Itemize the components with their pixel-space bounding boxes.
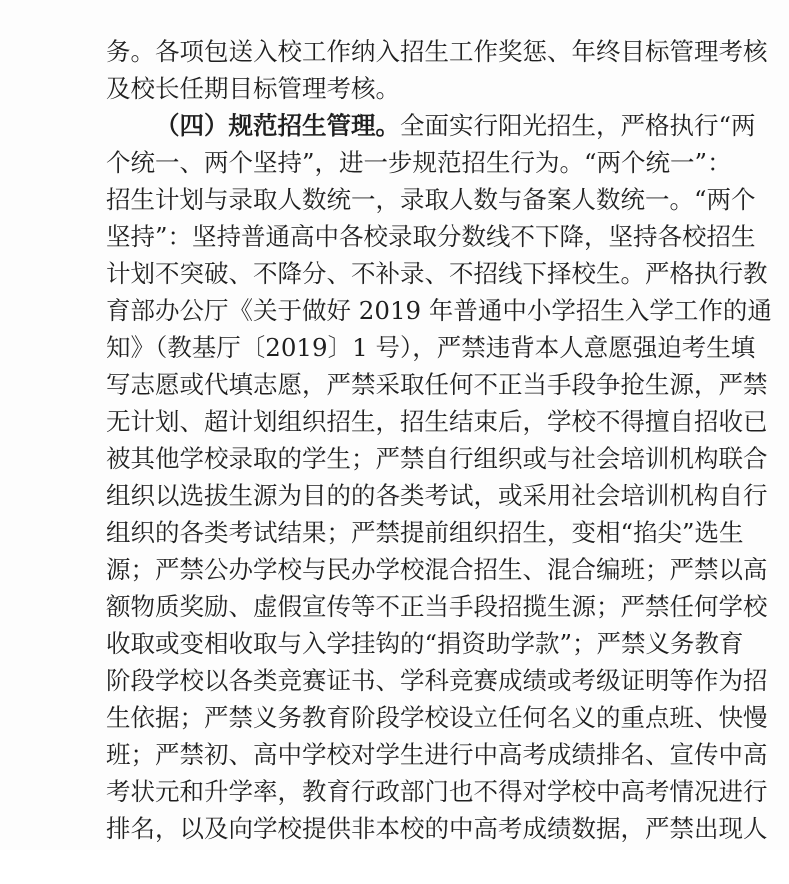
text-line: 被其他学校录取的学生；严禁自行组织或与社会培训机构联合 [106,444,768,473]
paragraph-1 [106,33,768,107]
text-line: 组织以选拔生源为目的的各类考试，或采用社会培训机构自行 [106,481,768,510]
text-line: 组织的各类考试结果；严禁提前组织招生，变相“掐尖”选生 [106,518,744,547]
paragraph-2 [106,107,772,884]
document-body [106,33,772,884]
text-line: 考状元和升学率，教育行政部门也不得对学校中高考情况进行 [106,777,768,806]
text-line: 务。各项包送入校工作纳入招生工作奖惩、年终目标管理考核 [106,37,768,66]
text-span: 全面实行阳光招生，严格执行“两 [400,111,756,140]
text-line: 收取或变相收取与入学挂钩的“捐资助学款”；严禁义务教育 [106,629,744,658]
text-line: 育部办公厅《关于做好 2019 年普通中小学招生入学工作的通 [106,296,772,325]
text-line [106,107,756,144]
section-heading: （四）规范招生管理。 [155,111,400,140]
text-line: 无计划、超计划组织招生，招生结束后，学校不得擅自招收已 [106,407,768,436]
text-line: 计划不突破、不降分、不补录、不招线下择校生。严格执行教 [106,259,768,288]
text-line: 知》（教基厅〔2019〕1 号），严禁违背本人意愿强迫考生填 [106,333,756,362]
text-line: 个统一、两个坚持”，进一步规范招生行为。“两个统一”： [106,148,732,177]
text-line: 排名，以及向学校提供非本校的中高考成绩数据，严禁出现人 [106,814,768,843]
text-line [106,847,696,884]
text-line: 额物质奖励、虚假宣传等不正当手段招揽生源；严禁任何学校 [106,592,768,621]
text-line: 班；严禁初、高中学校对学生进行中高考成绩排名、宣传中高 [106,740,768,769]
text-line: 生依据；严禁义务教育阶段学校设立任何名义的重点班、快慢 [106,703,768,732]
text-line: 及校长任期目标管理考核。 [106,74,400,103]
text-line: 阶段学校以各类竞赛证书、学科竞赛成绩或考级证明等作为招 [106,666,768,695]
text-line: 坚持”：坚持普通高中各校录取分数线不下降，坚持各校招生 [106,222,756,251]
text-line: 写志愿或代填志愿，严禁采取任何不正当手段争抢生源，严禁 [106,370,768,399]
text-line: 招生计划与录取人数统一，录取人数与备案人数统一。“两个 [106,185,756,214]
text-line: 源；严禁公办学校与民办学校混合招生、混合编班；严禁以高 [106,555,768,584]
